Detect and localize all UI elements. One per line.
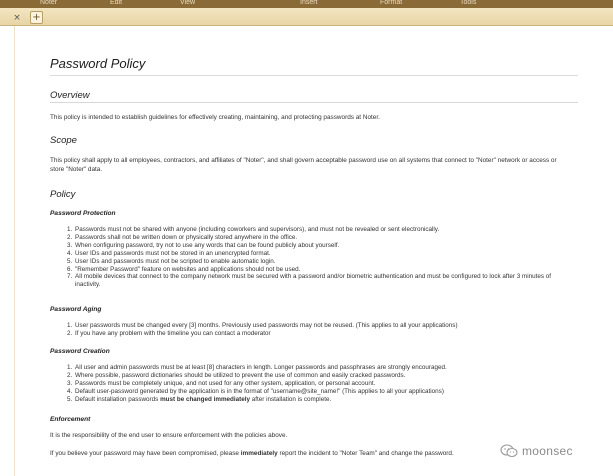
compromise-post: report the incident to "Noter Team" and change the password. <box>277 450 454 457</box>
title-divider <box>50 75 578 76</box>
left-gutter <box>0 26 15 476</box>
list-item: 4. User IDs and passwords must not be stored in an unencrypted format. <box>74 250 574 258</box>
aging-list <box>50 322 574 338</box>
item-emphasis: must be changed immediately <box>160 395 250 403</box>
compromise-pre: If you believe your password may have been compromised, please <box>50 450 241 457</box>
aging-heading: Password Aging <box>50 306 102 313</box>
document-page <box>28 26 613 476</box>
list-item: 2. If you have any problem with the timeline you can contact a moderator <box>74 330 574 338</box>
tab-bar <box>0 8 613 26</box>
list-item: 1. User passwords must be changed every [3] months. Previously used passwords may not be reused. (This applies to all your applications) <box>74 322 574 330</box>
wechat-icon <box>500 444 518 458</box>
item-text: Default installation passwords <box>75 395 161 403</box>
protection-list <box>50 226 574 289</box>
list-item: 3. Passwords must be completely unique, and not used for any other system, application, or personal account. <box>74 380 574 388</box>
toolbar-item[interactable]: Insert <box>300 0 318 6</box>
list-item: 7. All mobile devices that connect to the company network must be secured with a password and/or biometric authentication and must be configured to lock after 3 minutes of inactivity. <box>74 273 574 289</box>
list-item: 1. Passwords must not be shared with anyone (including coworkers and supervisors), and must not be revealed or sent electronically. <box>74 226 574 234</box>
scope-text: This policy shall apply to all employees, contractors, and affiliates of "Noter", and shall govern acceptable password use on all systems that connect to "Noter" network or access or store "Noter" data. <box>50 157 557 173</box>
list-item: 1. All user and admin passwords must be at least [8] characters in length. Longer passwords and passphrases are strongly encouraged. <box>74 364 574 372</box>
toolbar-item[interactable]: View <box>180 0 196 6</box>
item-text: after installation is complete. <box>250 395 332 403</box>
toolbar-item[interactable]: Tools <box>460 0 477 6</box>
policy-heading: Policy <box>50 189 76 200</box>
watermark-text: moonsec <box>522 444 573 458</box>
compromise-emphasis: immediately <box>240 450 278 457</box>
add-tab-button[interactable]: + <box>30 11 43 24</box>
list-item <box>74 396 574 404</box>
list-item: 4. Default user-password generated by the application is in the format of "username@site_name!" (This applies to all your applications) <box>74 388 574 396</box>
creation-heading: Password Creation <box>50 348 110 355</box>
creation-list <box>50 364 574 404</box>
protection-heading: Password Protection <box>50 210 116 217</box>
page-title: Password Policy <box>50 56 146 71</box>
list-item: 2. Where possible, password dictionaries should be utilized to prevent the use of common and easily cracked passwords. <box>74 372 574 380</box>
toolbar-item[interactable]: Edit <box>110 0 123 6</box>
app-toolbar <box>0 0 613 8</box>
close-tab-icon[interactable]: × <box>13 13 21 23</box>
enforcement-text: It is the responsibility of the end user to ensure enforcement with the policies above. <box>50 432 288 439</box>
compromise-text <box>50 449 570 458</box>
list-item: 2. Passwords shall not be written down or physically stored anywhere in the office. <box>74 234 574 242</box>
list-item: 6. "Remember Password" feature on websites and applications should not be used. <box>74 266 574 274</box>
toolbar-item[interactable]: Noter <box>40 0 58 6</box>
list-item: 3. When configuring password, try not to use any words that can be found publicly about yourself. <box>74 242 574 250</box>
toolbar-item[interactable]: Format <box>380 0 403 6</box>
enforcement-heading: Enforcement <box>50 416 91 423</box>
scope-heading: Scope <box>50 135 77 146</box>
overview-text: This policy is intended to establish guidelines for effectively creating, maintaining, and protecting passwords at Noter. <box>50 114 380 121</box>
list-item: 5. User IDs and passwords must not be scripted to enable automatic login. <box>74 258 574 266</box>
watermark <box>500 443 573 459</box>
overview-heading: Overview <box>50 90 578 103</box>
